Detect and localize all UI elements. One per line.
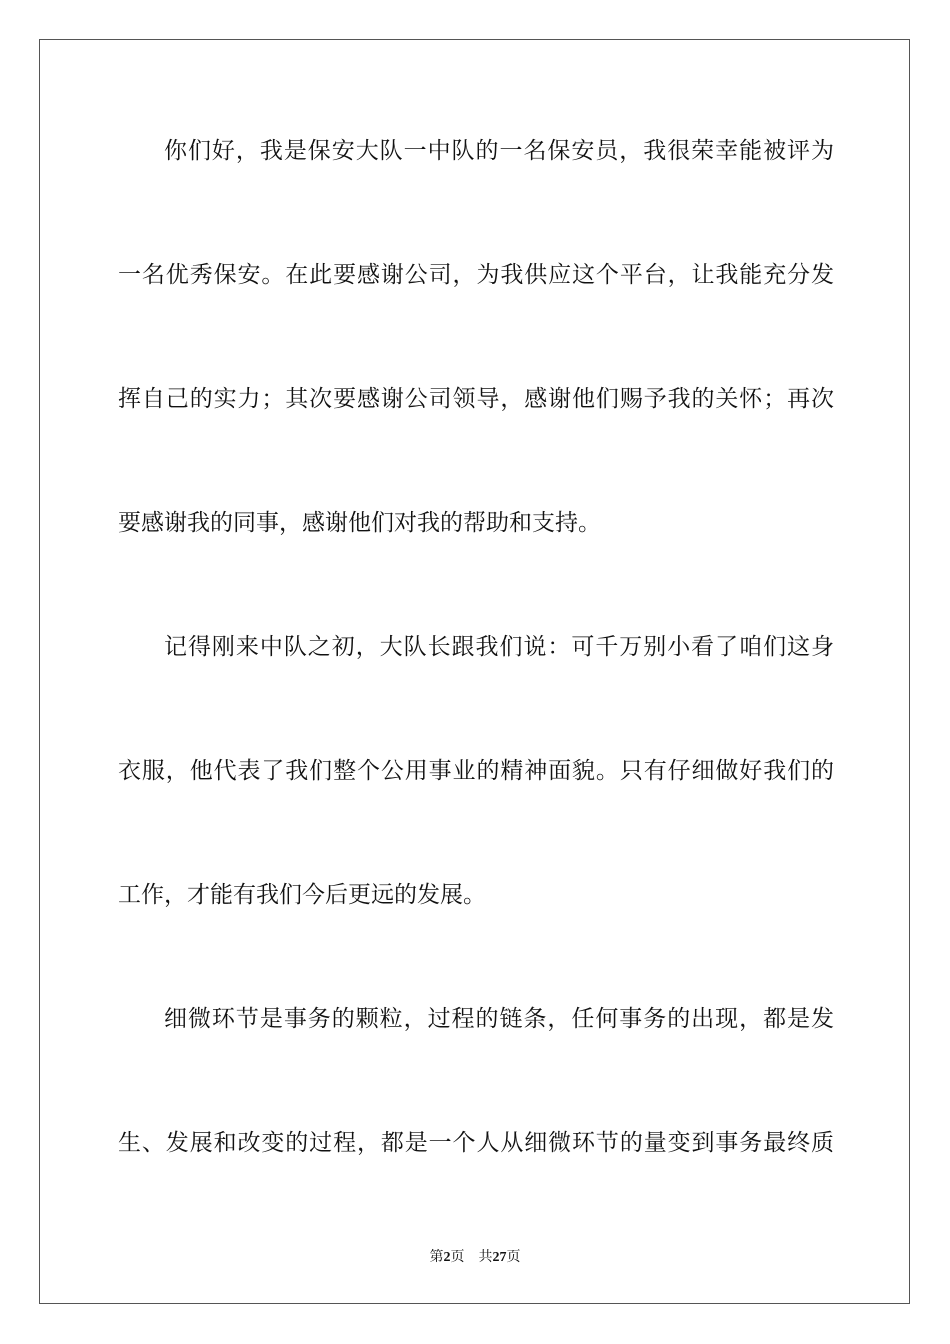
footer-total-pages: 27 xyxy=(492,1250,507,1265)
page-border xyxy=(39,39,910,1304)
paragraph-1-line-4: 要感谢我的同事，感谢他们对我的帮助和支持。 xyxy=(118,510,601,536)
paragraph-2-line-3: 工作，才能有我们今后更远的发展。 xyxy=(118,882,486,908)
footer-page-suffix: 页 xyxy=(450,1250,465,1265)
paragraph-2-line-2: 衣服，他代表了我们整个公用事业的精神面貌。只有仔细做好我们的 xyxy=(118,758,834,784)
paragraph-1-line-1: 你们好，我是保安大队一中队的一名保安员，我很荣幸能被评为 xyxy=(164,138,834,164)
footer-total-prefix: 共 xyxy=(478,1250,493,1265)
footer-page-number: 2 xyxy=(443,1250,451,1265)
footer-total-suffix: 页 xyxy=(506,1250,521,1265)
paragraph-3-line-2: 生、发展和改变的过程，都是一个人从细微环节的量变到事务最终质 xyxy=(118,1130,834,1156)
paragraph-2-line-1: 记得刚来中队之初，大队长跟我们说：可千万别小看了咱们这身 xyxy=(164,634,834,660)
paragraph-3-line-1: 细微环节是事务的颗粒，过程的链条，任何事务的出现，都是发 xyxy=(164,1006,834,1032)
paragraph-1-line-3: 挥自己的实力；其次要感谢公司领导，感谢他们赐予我的关怀；再次 xyxy=(118,386,834,412)
paragraph-1-line-2: 一名优秀保安。在此要感谢公司，为我供应这个平台，让我能充分发 xyxy=(118,262,834,288)
page-footer xyxy=(0,1246,950,1266)
footer-page-prefix: 第 xyxy=(429,1250,444,1265)
